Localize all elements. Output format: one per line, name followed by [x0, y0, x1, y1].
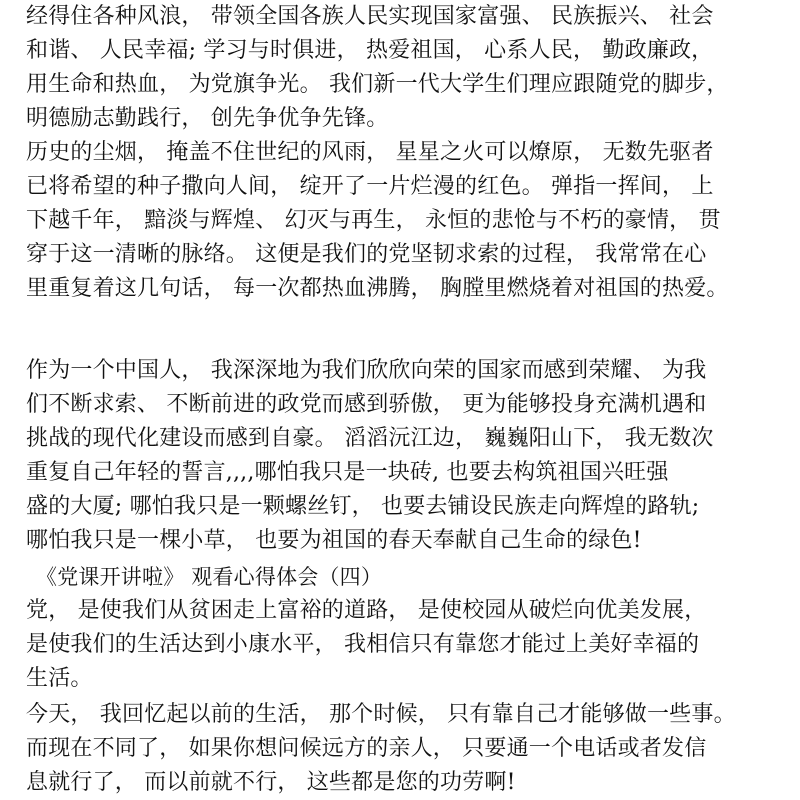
text-line: 挑战的现代化建设而感到自豪。 滔滔沅江边， 巍巍阳山下， 我无数次	[26, 426, 714, 451]
text-line: 经得住各种风浪， 带领全国各族人民实现国家富强、 民族振兴、 社会	[26, 4, 714, 29]
text-line: 和谐、 人民幸福; 学习与时俱进， 热爱祖国， 心系人民， 勤政廉政，	[26, 38, 714, 63]
text-line: 作为一个中国人， 我深深地为我们欣欣向荣的国家而感到荣耀、 为我	[26, 358, 707, 383]
text-line: 里重复着这几句话， 每一次都热血沸腾， 胸膛里燃烧着对祖国的热爱。	[26, 276, 729, 301]
text-line: 哪怕我只是一棵小草， 也要为祖国的春天奉献自己生命的绿色!	[26, 528, 642, 553]
text-line: 息就行了， 而以前就不行， 这些都是您的功劳啊!	[26, 770, 516, 795]
text-line: 用生命和热血， 为党旗争光。 我们新一代大学生们理应跟随党的脚步，	[26, 72, 729, 97]
text-line: 是使我们的生活达到小康水平， 我相信只有靠您才能过上美好幸福的	[26, 632, 700, 657]
text-line: 历史的尘烟， 掩盖不住世纪的风雨， 星星之火可以燎原， 无数先驱者	[26, 140, 714, 165]
text-line: 明德励志勤践行， 创先争优争先锋。	[26, 106, 389, 131]
section-heading: 《党课开讲啦》 观看心得体会（四）	[36, 565, 383, 589]
text-line: 党， 是使我们从贫困走上富裕的道路， 是使校园从破烂向优美发展，	[26, 598, 707, 623]
text-line: 盛的大厦; 哪怕我只是一颗螺丝钉， 也要去铺设民族走向辉煌的路轨;	[26, 494, 700, 519]
text-line: 下越千年， 黯淡与辉煌、 幻灭与再生， 永恒的悲怆与不朽的豪情， 贯	[26, 208, 721, 233]
text-line: 已将希望的种子撒向人间， 绽开了一片烂漫的红色。 弹指一挥间， 上	[26, 174, 714, 199]
text-line: 们不断求索、 不断前进的政党而感到骄傲， 更为能够投身充满机遇和	[26, 392, 707, 417]
text-line: 而现在不同了， 如果你想问候远方的亲人， 只要通一个电话或者发信	[26, 736, 707, 761]
text-line: 重复自己年轻的誓言,,,,哪怕我只是一块砖, 也要去构筑祖国兴旺强	[26, 460, 669, 485]
text-line: 生活。	[26, 666, 93, 691]
text-line: 今天， 我回忆起以前的生活， 那个时候， 只有靠自己才能够做一些事。	[26, 702, 736, 727]
text-line: 穿于这一清晰的脉络。 这便是我们的党坚韧求索的过程， 我常常在心	[26, 242, 707, 267]
